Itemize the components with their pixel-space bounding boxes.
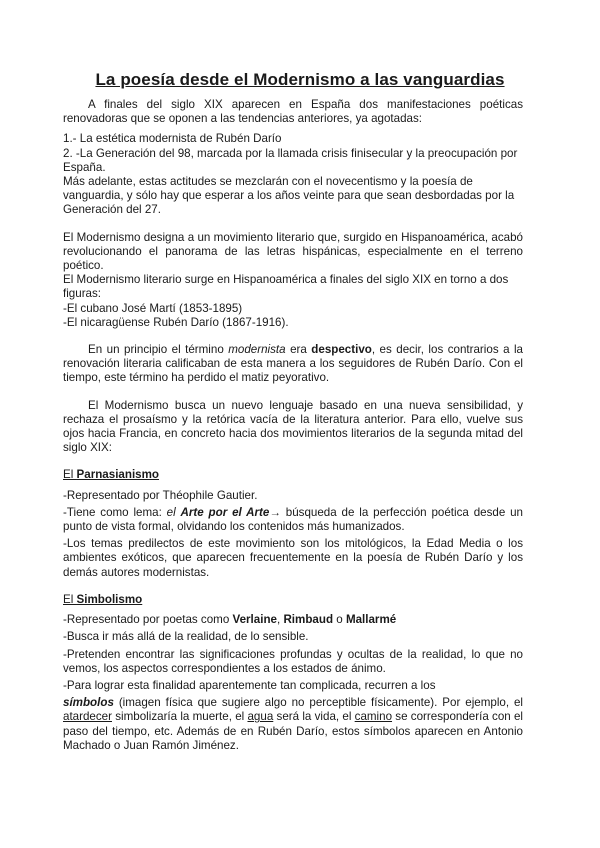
emphasis-el: el — [166, 505, 181, 519]
figure-dario: -El nicaragüense Rubén Darío (1867-1916). — [63, 315, 289, 329]
text-run: será la vida, el — [273, 710, 355, 724]
heading-article: El — [63, 592, 77, 606]
text-run: simbolizaría la muerte, el — [111, 710, 248, 724]
simbolismo-point-1 — [63, 613, 523, 627]
strong-simbolos: símbolos — [63, 696, 114, 710]
figure-marti: -El cubano José Martí (1853-1895) — [63, 301, 243, 315]
poet-rimbaud: Rimbaud — [283, 613, 334, 627]
strong-arte-por-el-arte: Arte por el Arte — [180, 505, 270, 519]
emphasis-modernista: modernista — [228, 343, 286, 357]
parnasianismo-point-1: -Representado por Théophile Gautier. — [63, 488, 258, 502]
poet-verlaine: Verlaine — [232, 613, 277, 627]
modernismo-origin: El Modernismo literario surge en Hispanoamérica a finales del siglo XIX en torno a dos figuras: — [63, 273, 509, 301]
heading-term: Simbolismo — [76, 592, 143, 606]
symbol-atardecer: atardecer — [63, 710, 112, 724]
strong-despectivo: despectivo — [311, 343, 372, 357]
simbolismo-point-3: -Pretenden encontrar las significaciones profundas y ocultas de la realidad, lo que no vemos, los aspectos correspondientes a los estados de ánimo. — [63, 647, 523, 675]
poet-mallarme: Mallarmé — [345, 613, 397, 627]
list-item-generacion-98: 2. -La Generación del 98, marcada por la llamada crisis finisecular y la preocupación por España. — [63, 146, 518, 174]
modernismo-definition: El Modernismo designa a un movimiento literario que, surgido en Hispanoamérica, acabó revolucionando el panorama de las letras hispánicas, especialmente en el terreno poético. — [63, 230, 523, 273]
page-title: La poesía desde el Modernismo a las vanguardias — [95, 70, 505, 89]
text-run: se correspondería con el paso del tiempo, etc. Además de en Rubén Darío, estos símbolos aparecen en Antonio Machado o Juan Ramón Jiménez. — [63, 710, 524, 752]
modernista-term-paragraph — [63, 343, 523, 386]
parnasianismo-point-2 — [63, 506, 523, 534]
document-body — [63, 98, 523, 753]
heading-article: El — [63, 468, 77, 482]
text-run: o — [333, 613, 346, 627]
simbolismo-point-2: -Busca ir más allá de la realidad, de lo sensible. — [63, 630, 309, 644]
intro-paragraph-2: Más adelante, estas actitudes se mezclarán con el novecentismo y la poesía de vanguardia, y sólo hay que esperar a los años veinte para que sean desbordadas por la Generación del 27. — [63, 175, 515, 217]
heading-term: Parnasianismo — [76, 468, 160, 482]
text-run: búsqueda de la perfección poética desde un punto de vista formal, olvidando los contenidos más humanizados. — [63, 505, 524, 534]
parnasianismo-point-3: -Los temas predilectos de este movimiento son los mitológicos, la Edad Media o los ambientes exóticos, que aparecen frecuentemente en la poesía de Rubén Darío y los demás autores modernistas. — [63, 537, 523, 579]
symbol-agua: agua — [247, 710, 274, 724]
arrow-icon: → — [269, 505, 281, 519]
section-heading-parnasianismo — [63, 468, 523, 482]
text-run: , — [276, 613, 284, 627]
symbol-camino: camino — [354, 710, 393, 724]
text-run: era — [285, 343, 312, 357]
simbolismo-symbols-paragraph — [63, 696, 523, 753]
intro-paragraph: A finales del siglo XIX aparecen en España dos manifestaciones poéticas renovadoras que se oponen a las tendencias anteriores, ya agotadas: — [63, 98, 523, 126]
text-run: , es decir, los contrarios a la renovación literaria calificaban de esta manera a los seguidores de Rubén Darío. Con el tiempo, este término ha perdido el matiz peyorativo. — [63, 343, 524, 385]
text-run: -Representado por poetas como — [63, 613, 233, 627]
text-run: (imagen física que sugiere algo no perceptible físicamente). Por ejemplo, el — [113, 696, 523, 710]
section-heading-simbolismo — [63, 593, 523, 607]
simbolismo-point-4: -Para lograr esta finalidad aparentemente tan complicada, recurren a los — [63, 678, 436, 692]
text-run: -Tiene como lema: — [63, 505, 167, 519]
text-run: En un principio el término — [88, 343, 229, 357]
modernismo-language-paragraph: El Modernismo busca un nuevo lenguaje basado en una nueva sensibilidad, y rechaza el prosaísmo y la retórica vacía de la literatura anterior. Para ello, vuelve sus ojos hacia Francia, en concreto hacia dos movimientos literarios de la segunda mitad del siglo XIX: — [63, 398, 523, 455]
list-item-modernismo: 1.- La estética modernista de Rubén Darío — [63, 132, 282, 146]
